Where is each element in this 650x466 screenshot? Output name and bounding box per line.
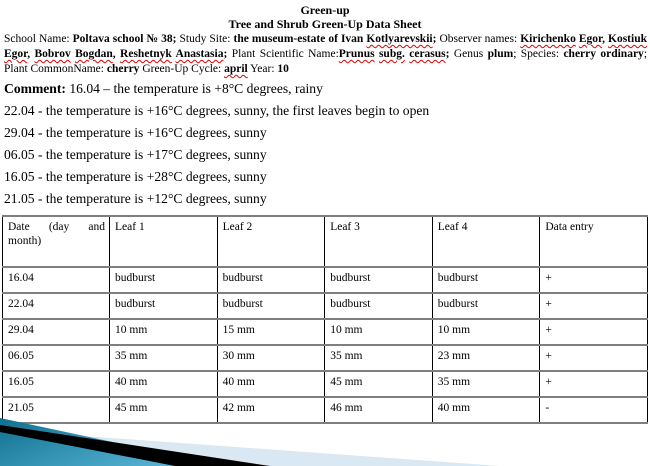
info-text: Plant Scientific Name:: [231, 48, 339, 60]
table-cell: budburst: [325, 293, 433, 319]
table-cell: 40 mm: [217, 371, 325, 397]
info-text: ; Species:: [513, 48, 564, 60]
table-cell: 22.04: [3, 293, 110, 319]
table-cell: 40 mm: [110, 371, 218, 397]
table-cell: 35 mm: [110, 345, 218, 371]
misspelled-word: Prunus: [338, 48, 375, 60]
table-row: [3, 293, 648, 319]
table-cell: 10 mm: [325, 319, 433, 345]
table-row: [3, 397, 648, 423]
misspelled-word: Egor: [578, 33, 603, 45]
table-cell: budburst: [110, 267, 218, 293]
table-cell: 35 mm: [325, 345, 433, 371]
info-text: cherry: [106, 63, 140, 75]
table-cell: +: [540, 293, 648, 319]
info-text: Green-Up Cycle:: [139, 63, 225, 75]
table-cell: 23 mm: [432, 345, 540, 371]
info-text: plum: [487, 48, 514, 60]
comment-line: 06.05 - the temperature is +17°C degrees, sunny: [4, 147, 267, 162]
info-text: ;: [432, 33, 440, 45]
table-row: [3, 319, 648, 345]
info-text: ,: [602, 33, 608, 45]
column-header: Leaf 3: [325, 216, 433, 267]
table-cell: budburst: [217, 267, 325, 293]
slide-footer-decoration: [0, 418, 520, 466]
column-header: Leaf 4: [432, 216, 540, 267]
column-header: Data entry: [540, 216, 648, 267]
table-cell: 45 mm: [110, 397, 218, 423]
misspelled-word: subg.: [378, 48, 405, 60]
info-text: ;: [223, 48, 232, 60]
misspelled-word: Egor: [4, 48, 28, 60]
table-row: [3, 345, 648, 371]
comment-line: 21.05 - the temperature is +12°C degrees, sunny: [4, 191, 267, 206]
table-cell: 45 mm: [325, 371, 433, 397]
info-text: Poltava school № 38;: [72, 33, 177, 45]
comment-block: [4, 78, 647, 210]
misspelled-word: april: [224, 63, 248, 75]
info-text: ;: [445, 48, 454, 60]
table-cell: 30 mm: [217, 345, 325, 371]
table-cell: budburst: [217, 293, 325, 319]
table-cell: +: [540, 267, 648, 293]
comment-line: [4, 78, 647, 100]
misspelled-word: Reshetnyk: [120, 48, 172, 60]
table-cell: +: [540, 371, 648, 397]
column-header: Leaf 1: [110, 216, 218, 267]
info-text: ; Plant CommonName:: [4, 48, 648, 75]
table-cell: +: [540, 319, 648, 345]
info-text: Study Site:: [176, 33, 234, 45]
data-sheet-slide: [0, 3, 650, 466]
misspelled-word: Anastasia: [175, 48, 224, 60]
info-text: Year:: [247, 63, 278, 75]
info-text: ,: [27, 48, 35, 60]
pale-blue-wedge: [0, 430, 500, 466]
info-text: 10: [277, 63, 289, 75]
table-cell: 10 mm: [432, 319, 540, 345]
misspelled-word: Kirichenko: [520, 33, 576, 45]
column-header: Leaf 2: [217, 216, 325, 267]
table-row: [3, 371, 648, 397]
table-row: [3, 267, 648, 293]
table-cell: 10 mm: [110, 319, 218, 345]
comment-label: Comment:: [4, 81, 66, 96]
table-cell: -: [540, 397, 648, 423]
table-header-row: [3, 216, 648, 267]
table-cell: 15 mm: [217, 319, 325, 345]
comment-line: 29.04 - the temperature is +16°C degrees, sunny: [4, 125, 267, 140]
comment-extra-lines: [4, 100, 647, 210]
info-text: ,: [112, 48, 121, 60]
comment-line: 16.05 - the temperature is +28°C degrees, sunny: [4, 169, 267, 184]
misspelled-word: Kotlyarevskii: [366, 33, 433, 45]
column-header: Date (day and month): [3, 216, 110, 267]
table-cell: +: [540, 345, 648, 371]
info-text: Observer names:: [439, 33, 521, 45]
misspelled-word: cerasus: [409, 48, 446, 60]
table-cell: budburst: [432, 267, 540, 293]
info-text: School Name:: [4, 33, 73, 45]
page-title: Green-up: [300, 3, 350, 17]
teal-triangle: [0, 418, 225, 466]
info-text: cherry ordinary: [563, 48, 644, 60]
info-text: Genus: [453, 48, 488, 60]
table-cell: 40 mm: [432, 397, 540, 423]
observation-table: [2, 215, 648, 424]
misspelled-word: Bogdan: [75, 48, 113, 60]
table-cell: budburst: [325, 267, 433, 293]
table-cell: 16.05: [3, 371, 110, 397]
page-subtitle: Tree and Shrub Green-Up Data Sheet: [228, 17, 422, 31]
misspelled-word: Kostiuk: [608, 33, 647, 45]
table-cell: 06.05: [3, 345, 110, 371]
table-cell: budburst: [432, 293, 540, 319]
table-cell: 29.04: [3, 319, 110, 345]
comment-first-text: 16.04 – the temperature is +8°C degrees, rainy: [65, 81, 323, 96]
table-cell: 16.04: [3, 267, 110, 293]
table-cell: 46 mm: [325, 397, 433, 423]
misspelled-word: Bobrov: [34, 48, 71, 60]
comment-line: 22.04 - the temperature is +16°C degrees, sunny, the first leaves begin to open: [4, 103, 430, 118]
table-cell: budburst: [110, 293, 218, 319]
table-cell: 42 mm: [217, 397, 325, 423]
black-swoosh: [0, 425, 270, 466]
info-text: the museum-estate of Ivan: [233, 33, 367, 45]
table-cell: 35 mm: [432, 371, 540, 397]
header-info-paragraph: [4, 32, 647, 77]
table-cell: 21.05: [3, 397, 110, 423]
